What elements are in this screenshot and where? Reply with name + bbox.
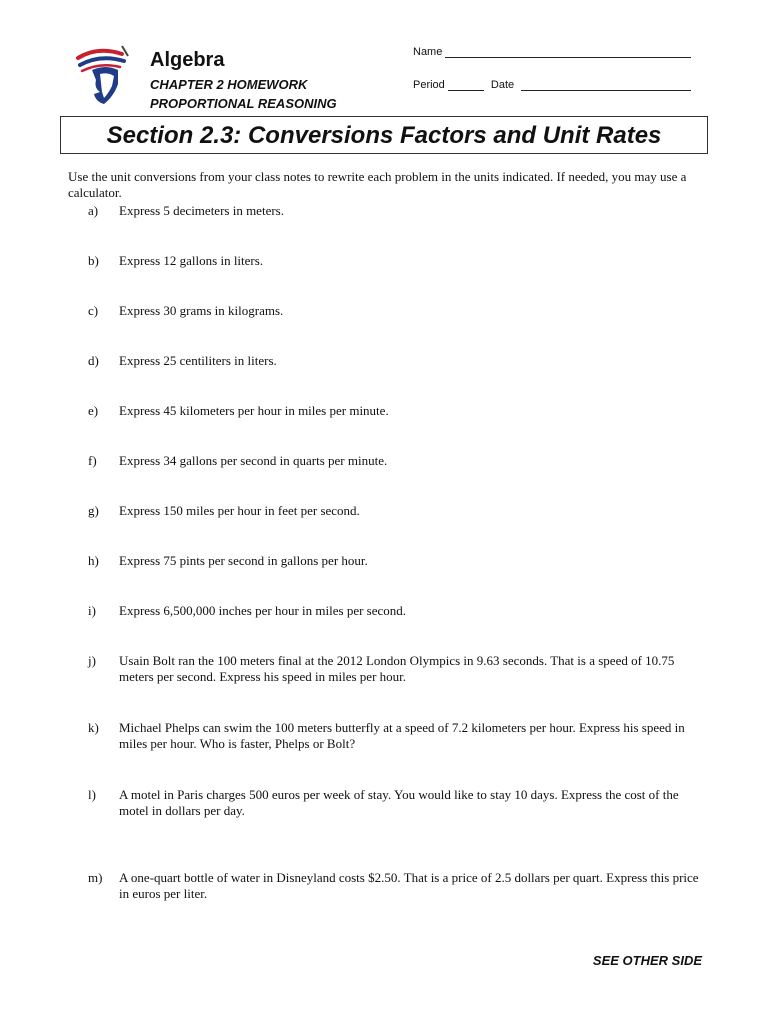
course-title: Algebra [150,49,225,71]
section-title-box [60,116,708,154]
problem-label: l) [88,787,96,802]
date-label: Date [490,79,515,91]
problem-text: A one-quart bottle of water in Disneyland costs $2.50. That is a price of 2.5 dollars per quart. Express this price in euros per liter. [119,870,699,901]
problem-text: Express 34 gallons per second in quarts per minute. [119,453,388,468]
problem-label: b) [88,253,99,268]
problem-text: Express 150 miles per hour in feet per second. [119,503,360,518]
problem-item [68,453,708,469]
name-label: Name [413,46,443,58]
problem-text: Express 12 gallons in liters. [119,253,264,268]
chapter-label: CHAPTER 2 HOMEWORK [150,77,308,92]
problem-text: Michael Phelps can swim the 100 meters butterfly at a speed of 7.2 kilometers per hour. Express his speed in miles per hour. Who is faster, Phelps or Bolt? [119,720,685,751]
period-date-row [413,79,691,91]
name-blank[interactable] [445,46,691,58]
problem-label: f) [88,453,97,468]
problem-label: e) [88,403,99,418]
problem-item [68,870,708,902]
section-title: Section 2.3: Conversions Factors and Unit Rates [106,122,662,149]
problem-item [68,253,708,269]
problem-label: c) [88,303,99,318]
problem-label: k) [88,720,99,735]
problem-text: Express 6,500,000 inches per hour in miles per second. [119,603,407,618]
problem-text: A motel in Paris charges 500 euros per week of stay. You would like to stay 10 days. Express the cost of the motel in dollars per day. [119,787,679,818]
problem-item [68,720,708,752]
problem-item [68,403,708,419]
problem-item [68,353,708,369]
problem-label: d) [88,353,99,368]
problem-item [68,553,708,569]
period-blank[interactable] [448,79,484,91]
problem-text: Express 5 decimeters in meters. [119,203,284,218]
problem-text: Express 25 centiliters in liters. [119,353,277,368]
problem-text: Express 45 kilometers per hour in miles per minute. [119,403,389,418]
problem-label: j) [88,653,96,668]
problem-item [68,787,708,819]
problem-label: m) [88,870,103,885]
date-blank[interactable] [521,79,691,91]
patriot-head-icon [72,44,134,108]
problem-label: a) [88,203,99,218]
problem-label: h) [88,553,99,568]
see-other-side: SEE OTHER SIDE [592,953,702,968]
instructions: Use the unit conversions from your class notes to rewrite each problem in the units indicated. If needed, you may use a calculator. [68,169,687,200]
problem-label: g) [88,503,99,518]
problem-item [68,503,708,519]
problem-text: Express 75 pints per second in gallons per hour. [119,553,368,568]
problem-text: Express 30 grams in kilograms. [119,303,284,318]
topic-label: PROPORTIONAL REASONING [150,96,337,111]
problem-item [68,653,708,685]
problem-item [68,303,708,319]
problem-label: i) [88,603,96,618]
name-field[interactable] [413,46,691,58]
period-label: Period [413,79,445,91]
problem-item [68,203,708,219]
problem-text: Usain Bolt ran the 100 meters final at the 2012 London Olympics in 9.63 seconds. That is a speed of 10.75 meters per second. Express his speed in miles per hour. [119,653,675,684]
problem-item [68,603,708,619]
